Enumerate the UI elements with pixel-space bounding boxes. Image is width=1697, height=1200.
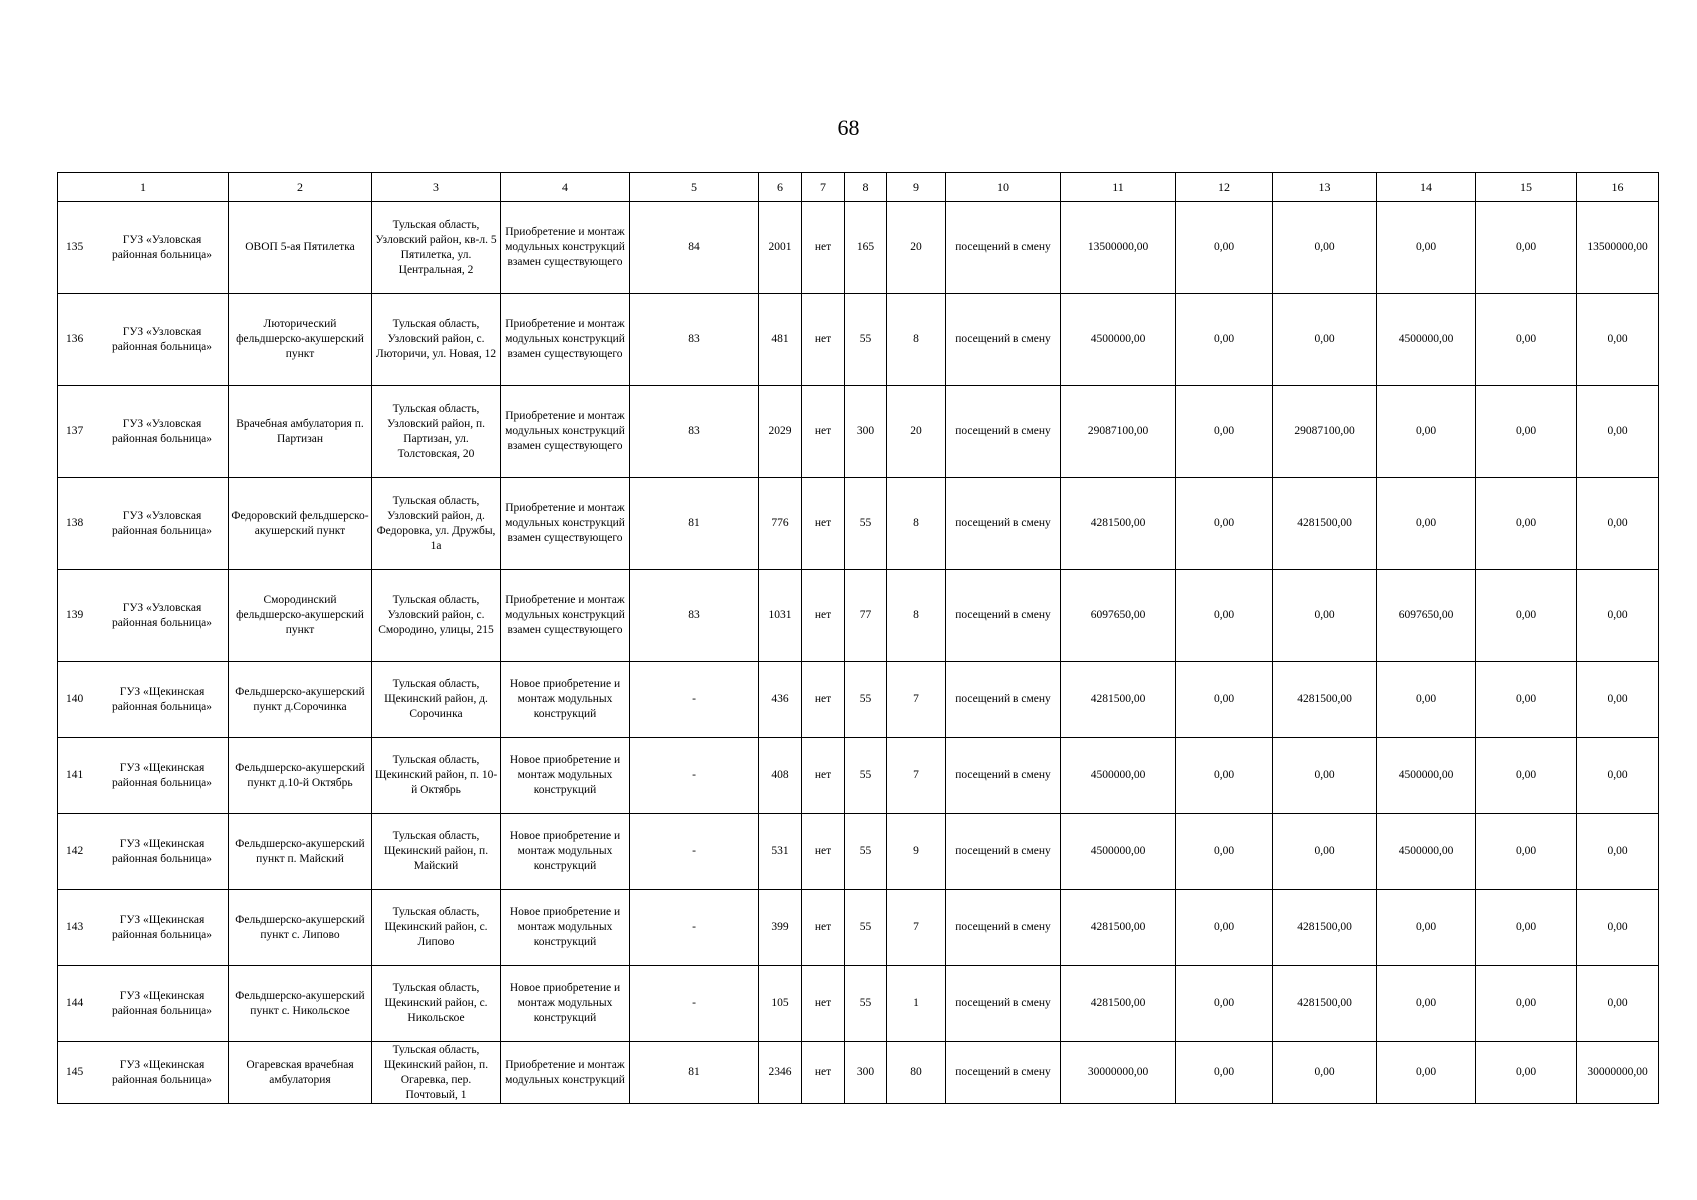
- organization: ГУЗ «Узловская районная больница»: [111, 233, 213, 261]
- col-16-cell: 0,00: [1577, 662, 1659, 738]
- org-cell: [58, 478, 229, 570]
- work-type-cell: Новое приобретение и монтаж модульных конструкций: [501, 738, 630, 814]
- col-16-cell: 0,00: [1577, 966, 1659, 1042]
- col-15-cell: 0,00: [1476, 294, 1577, 386]
- row-number: 145: [66, 1066, 84, 1078]
- col-13-cell: 4281500,00: [1273, 478, 1377, 570]
- col-7-cell: нет: [802, 738, 845, 814]
- work-type-cell: Новое приобретение и монтаж модульных конструкций: [501, 814, 630, 890]
- total-amount-cell: 4500000,00: [1061, 294, 1176, 386]
- col-9-cell: 9: [887, 814, 946, 890]
- col-12-cell: 0,00: [1176, 966, 1273, 1042]
- table-row: [58, 570, 1659, 662]
- col-7-cell: нет: [802, 1042, 845, 1104]
- col-9-cell: 80: [887, 1042, 946, 1104]
- col-6-cell: 776: [759, 478, 802, 570]
- col-6-cell: 2346: [759, 1042, 802, 1104]
- total-amount-cell: 4281500,00: [1061, 662, 1176, 738]
- col-14-cell: 0,00: [1377, 202, 1476, 294]
- col-14-cell: 0,00: [1377, 478, 1476, 570]
- col-13-cell: 4281500,00: [1273, 890, 1377, 966]
- col-16-cell: 30000000,00: [1577, 1042, 1659, 1104]
- col-9-cell: 20: [887, 202, 946, 294]
- facility-name-cell: Фельдшерско-акушерский пункт д.Сорочинка: [229, 662, 372, 738]
- col-5-cell: 81: [630, 478, 759, 570]
- col-6-cell: 436: [759, 662, 802, 738]
- col-8-cell: 55: [845, 478, 887, 570]
- col-13-cell: 29087100,00: [1273, 386, 1377, 478]
- unit-cell: посещений в смену: [946, 202, 1061, 294]
- col-16-cell: 0,00: [1577, 738, 1659, 814]
- col-15-cell: 0,00: [1476, 202, 1577, 294]
- col-14-cell: 0,00: [1377, 386, 1476, 478]
- row-number: 141: [66, 769, 84, 781]
- facility-name-cell: Фельдшерско-акушерский пункт с. Никольское: [229, 966, 372, 1042]
- organization: ГУЗ «Щекинская районная больница»: [111, 761, 213, 789]
- col-12-cell: 0,00: [1176, 662, 1273, 738]
- org-cell: [58, 738, 229, 814]
- col-13-cell: 0,00: [1273, 814, 1377, 890]
- col-9-cell: 8: [887, 570, 946, 662]
- col-7-cell: нет: [802, 966, 845, 1042]
- row-number: 142: [66, 845, 84, 857]
- col-5-cell: -: [630, 966, 759, 1042]
- table-row: [58, 478, 1659, 570]
- col-15-cell: 0,00: [1476, 386, 1577, 478]
- work-type-cell: Приобретение и монтаж модульных конструкций взамен существующего: [501, 202, 630, 294]
- col-8-cell: 55: [845, 814, 887, 890]
- org-cell: [58, 890, 229, 966]
- column-header: 10: [946, 173, 1061, 202]
- col-9-cell: 7: [887, 738, 946, 814]
- col-6-cell: 105: [759, 966, 802, 1042]
- column-header: 14: [1377, 173, 1476, 202]
- work-type-cell: Новое приобретение и монтаж модульных конструкций: [501, 966, 630, 1042]
- col-13-cell: 4281500,00: [1273, 662, 1377, 738]
- col-5-cell: 81: [630, 1042, 759, 1104]
- col-15-cell: 0,00: [1476, 478, 1577, 570]
- organization: ГУЗ «Узловская районная больница»: [111, 601, 213, 629]
- unit-cell: посещений в смену: [946, 814, 1061, 890]
- col-8-cell: 300: [845, 1042, 887, 1104]
- column-header: 1: [58, 173, 229, 202]
- col-7-cell: нет: [802, 202, 845, 294]
- facility-name-cell: Фельдшерско-акушерский пункт д.10-й Октябрь: [229, 738, 372, 814]
- total-amount-cell: 4500000,00: [1061, 814, 1176, 890]
- col-6-cell: 2029: [759, 386, 802, 478]
- column-header: 8: [845, 173, 887, 202]
- col-14-cell: 0,00: [1377, 662, 1476, 738]
- col-14-cell: 0,00: [1377, 966, 1476, 1042]
- col-5-cell: -: [630, 814, 759, 890]
- col-7-cell: нет: [802, 814, 845, 890]
- col-15-cell: 0,00: [1476, 814, 1577, 890]
- unit-cell: посещений в смену: [946, 386, 1061, 478]
- col-8-cell: 55: [845, 738, 887, 814]
- col-15-cell: 0,00: [1476, 890, 1577, 966]
- work-type-cell: Новое приобретение и монтаж модульных конструкций: [501, 662, 630, 738]
- address-cell: Тульская область, Щекинский район, с. Липово: [372, 890, 501, 966]
- col-12-cell: 0,00: [1176, 814, 1273, 890]
- table-row: [58, 814, 1659, 890]
- col-5-cell: -: [630, 662, 759, 738]
- col-5-cell: -: [630, 738, 759, 814]
- work-type-cell: Приобретение и монтаж модульных конструкций взамен существующего: [501, 386, 630, 478]
- column-header: 2: [229, 173, 372, 202]
- col-13-cell: 0,00: [1273, 1042, 1377, 1104]
- unit-cell: посещений в смену: [946, 662, 1061, 738]
- organization: ГУЗ «Узловская районная больница»: [111, 509, 213, 537]
- table-row: [58, 662, 1659, 738]
- table-row: [58, 738, 1659, 814]
- col-7-cell: нет: [802, 662, 845, 738]
- table-row: [58, 386, 1659, 478]
- column-header: 11: [1061, 173, 1176, 202]
- col-14-cell: 4500000,00: [1377, 294, 1476, 386]
- col-7-cell: нет: [802, 570, 845, 662]
- org-cell: [58, 662, 229, 738]
- address-cell: Тульская область, Щекинский район, с. Никольское: [372, 966, 501, 1042]
- col-12-cell: 0,00: [1176, 890, 1273, 966]
- row-number: 143: [66, 921, 84, 933]
- organization: ГУЗ «Щекинская районная больница»: [111, 1058, 213, 1086]
- work-type-cell: Приобретение и монтаж модульных конструкций взамен существующего: [501, 294, 630, 386]
- col-5-cell: 83: [630, 386, 759, 478]
- col-9-cell: 8: [887, 478, 946, 570]
- col-13-cell: 0,00: [1273, 738, 1377, 814]
- col-16-cell: 13500000,00: [1577, 202, 1659, 294]
- facilities-table: [57, 172, 1659, 1104]
- work-type-cell: Приобретение и монтаж модульных конструкций взамен существующего: [501, 478, 630, 570]
- col-5-cell: -: [630, 890, 759, 966]
- col-5-cell: 84: [630, 202, 759, 294]
- unit-cell: посещений в смену: [946, 738, 1061, 814]
- address-cell: Тульская область, Щекинский район, п. 10-й Октябрь: [372, 738, 501, 814]
- table-row: [58, 202, 1659, 294]
- col-8-cell: 55: [845, 966, 887, 1042]
- col-14-cell: 4500000,00: [1377, 738, 1476, 814]
- col-6-cell: 2001: [759, 202, 802, 294]
- col-16-cell: 0,00: [1577, 814, 1659, 890]
- column-header: 3: [372, 173, 501, 202]
- facility-name-cell: Смородинский фельдшерско-акушерский пункт: [229, 570, 372, 662]
- total-amount-cell: 4281500,00: [1061, 478, 1176, 570]
- row-number: 136: [66, 333, 84, 345]
- org-cell: [58, 294, 229, 386]
- organization: ГУЗ «Щекинская районная больница»: [111, 989, 213, 1017]
- org-cell: [58, 202, 229, 294]
- col-5-cell: 83: [630, 570, 759, 662]
- total-amount-cell: 4500000,00: [1061, 738, 1176, 814]
- col-15-cell: 0,00: [1476, 966, 1577, 1042]
- unit-cell: посещений в смену: [946, 890, 1061, 966]
- col-7-cell: нет: [802, 478, 845, 570]
- col-7-cell: нет: [802, 294, 845, 386]
- col-9-cell: 20: [887, 386, 946, 478]
- organization: ГУЗ «Узловская районная больница»: [111, 325, 213, 353]
- col-13-cell: 0,00: [1273, 202, 1377, 294]
- column-header: 7: [802, 173, 845, 202]
- col-15-cell: 0,00: [1476, 570, 1577, 662]
- col-8-cell: 77: [845, 570, 887, 662]
- table-row: [58, 1042, 1659, 1104]
- table-row: [58, 294, 1659, 386]
- address-cell: Тульская область, Щекинский район, п. Майский: [372, 814, 501, 890]
- col-12-cell: 0,00: [1176, 202, 1273, 294]
- col-9-cell: 7: [887, 890, 946, 966]
- facility-name-cell: Люторический фельдшерско-акушерский пункт: [229, 294, 372, 386]
- col-14-cell: 4500000,00: [1377, 814, 1476, 890]
- work-type-cell: Новое приобретение и монтаж модульных конструкций: [501, 890, 630, 966]
- page-number: 68: [837, 115, 860, 140]
- organization: ГУЗ «Щекинская районная больница»: [111, 685, 213, 713]
- table-row: [58, 966, 1659, 1042]
- facility-name-cell: ОВОП 5-ая Пятилетка: [229, 202, 372, 294]
- table-body: [58, 202, 1659, 1104]
- unit-cell: посещений в смену: [946, 478, 1061, 570]
- unit-cell: посещений в смену: [946, 1042, 1061, 1104]
- col-16-cell: 0,00: [1577, 386, 1659, 478]
- col-15-cell: 0,00: [1476, 738, 1577, 814]
- col-9-cell: 8: [887, 294, 946, 386]
- address-cell: Тульская область, Узловский район, с. Люторичи, ул. Новая, 12: [372, 294, 501, 386]
- facility-name-cell: Фельдшерско-акушерский пункт п. Майский: [229, 814, 372, 890]
- address-cell: Тульская область, Узловский район, с. Смородино, улицы, 215: [372, 570, 501, 662]
- col-6-cell: 408: [759, 738, 802, 814]
- col-8-cell: 55: [845, 294, 887, 386]
- col-16-cell: 0,00: [1577, 294, 1659, 386]
- col-12-cell: 0,00: [1176, 478, 1273, 570]
- column-header: 13: [1273, 173, 1377, 202]
- col-7-cell: нет: [802, 386, 845, 478]
- col-12-cell: 0,00: [1176, 294, 1273, 386]
- facility-name-cell: Огаревская врачебная амбулатория: [229, 1042, 372, 1104]
- col-8-cell: 165: [845, 202, 887, 294]
- unit-cell: посещений в смену: [946, 966, 1061, 1042]
- column-header: 16: [1577, 173, 1659, 202]
- col-14-cell: 0,00: [1377, 890, 1476, 966]
- org-cell: [58, 966, 229, 1042]
- organization: ГУЗ «Узловская районная больница»: [111, 417, 213, 445]
- work-type-cell: Приобретение и монтаж модульных конструкций: [501, 1042, 630, 1104]
- col-8-cell: 55: [845, 890, 887, 966]
- col-12-cell: 0,00: [1176, 570, 1273, 662]
- col-13-cell: 0,00: [1273, 570, 1377, 662]
- col-8-cell: 300: [845, 386, 887, 478]
- column-header: 4: [501, 173, 630, 202]
- col-16-cell: 0,00: [1577, 478, 1659, 570]
- org-cell: [58, 570, 229, 662]
- organization: ГУЗ «Щекинская районная больница»: [111, 837, 213, 865]
- col-12-cell: 0,00: [1176, 738, 1273, 814]
- col-6-cell: 399: [759, 890, 802, 966]
- facility-name-cell: Врачебная амбулатория п. Партизан: [229, 386, 372, 478]
- col-14-cell: 0,00: [1377, 1042, 1476, 1104]
- address-cell: Тульская область, Узловский район, кв-л. 5 Пятилетка, ул. Центральная, 2: [372, 202, 501, 294]
- row-number: 140: [66, 693, 84, 705]
- column-header: 12: [1176, 173, 1273, 202]
- col-6-cell: 531: [759, 814, 802, 890]
- column-number-row: [58, 173, 1659, 202]
- column-header: 15: [1476, 173, 1577, 202]
- facility-name-cell: Фельдшерско-акушерский пункт с. Липово: [229, 890, 372, 966]
- col-13-cell: 4281500,00: [1273, 966, 1377, 1042]
- col-6-cell: 1031: [759, 570, 802, 662]
- total-amount-cell: 4281500,00: [1061, 890, 1176, 966]
- col-9-cell: 1: [887, 966, 946, 1042]
- org-cell: [58, 386, 229, 478]
- row-number: 144: [66, 997, 84, 1009]
- column-header: 5: [630, 173, 759, 202]
- work-type-cell: Приобретение и монтаж модульных конструкций взамен существующего: [501, 570, 630, 662]
- col-5-cell: 83: [630, 294, 759, 386]
- column-header: 9: [887, 173, 946, 202]
- address-cell: Тульская область, Щекинский район, п. Огаревка, пер. Почтовый, 1: [372, 1042, 501, 1104]
- address-cell: Тульская область, Узловский район, п. Партизан, ул. Толстовская, 20: [372, 386, 501, 478]
- row-number: 138: [66, 517, 84, 529]
- address-cell: Тульская область, Узловский район, д. Федоровка, ул. Дружбы, 1а: [372, 478, 501, 570]
- total-amount-cell: 29087100,00: [1061, 386, 1176, 478]
- col-16-cell: 0,00: [1577, 570, 1659, 662]
- col-15-cell: 0,00: [1476, 1042, 1577, 1104]
- total-amount-cell: 13500000,00: [1061, 202, 1176, 294]
- org-cell: [58, 814, 229, 890]
- col-6-cell: 481: [759, 294, 802, 386]
- col-8-cell: 55: [845, 662, 887, 738]
- col-9-cell: 7: [887, 662, 946, 738]
- col-16-cell: 0,00: [1577, 890, 1659, 966]
- unit-cell: посещений в смену: [946, 570, 1061, 662]
- organization: ГУЗ «Щекинская районная больница»: [111, 913, 213, 941]
- col-13-cell: 0,00: [1273, 294, 1377, 386]
- total-amount-cell: 30000000,00: [1061, 1042, 1176, 1104]
- total-amount-cell: 4281500,00: [1061, 966, 1176, 1042]
- row-number: 137: [66, 425, 84, 437]
- column-header: 6: [759, 173, 802, 202]
- col-12-cell: 0,00: [1176, 386, 1273, 478]
- total-amount-cell: 6097650,00: [1061, 570, 1176, 662]
- facility-name-cell: Федоровский фельдшерско-акушерский пункт: [229, 478, 372, 570]
- col-14-cell: 6097650,00: [1377, 570, 1476, 662]
- row-number: 135: [66, 241, 84, 253]
- row-number: 139: [66, 609, 84, 621]
- table-row: [58, 890, 1659, 966]
- col-7-cell: нет: [802, 890, 845, 966]
- unit-cell: посещений в смену: [946, 294, 1061, 386]
- col-15-cell: 0,00: [1476, 662, 1577, 738]
- org-cell: [58, 1042, 229, 1104]
- col-12-cell: 0,00: [1176, 1042, 1273, 1104]
- address-cell: Тульская область, Щекинский район, д. Сорочинка: [372, 662, 501, 738]
